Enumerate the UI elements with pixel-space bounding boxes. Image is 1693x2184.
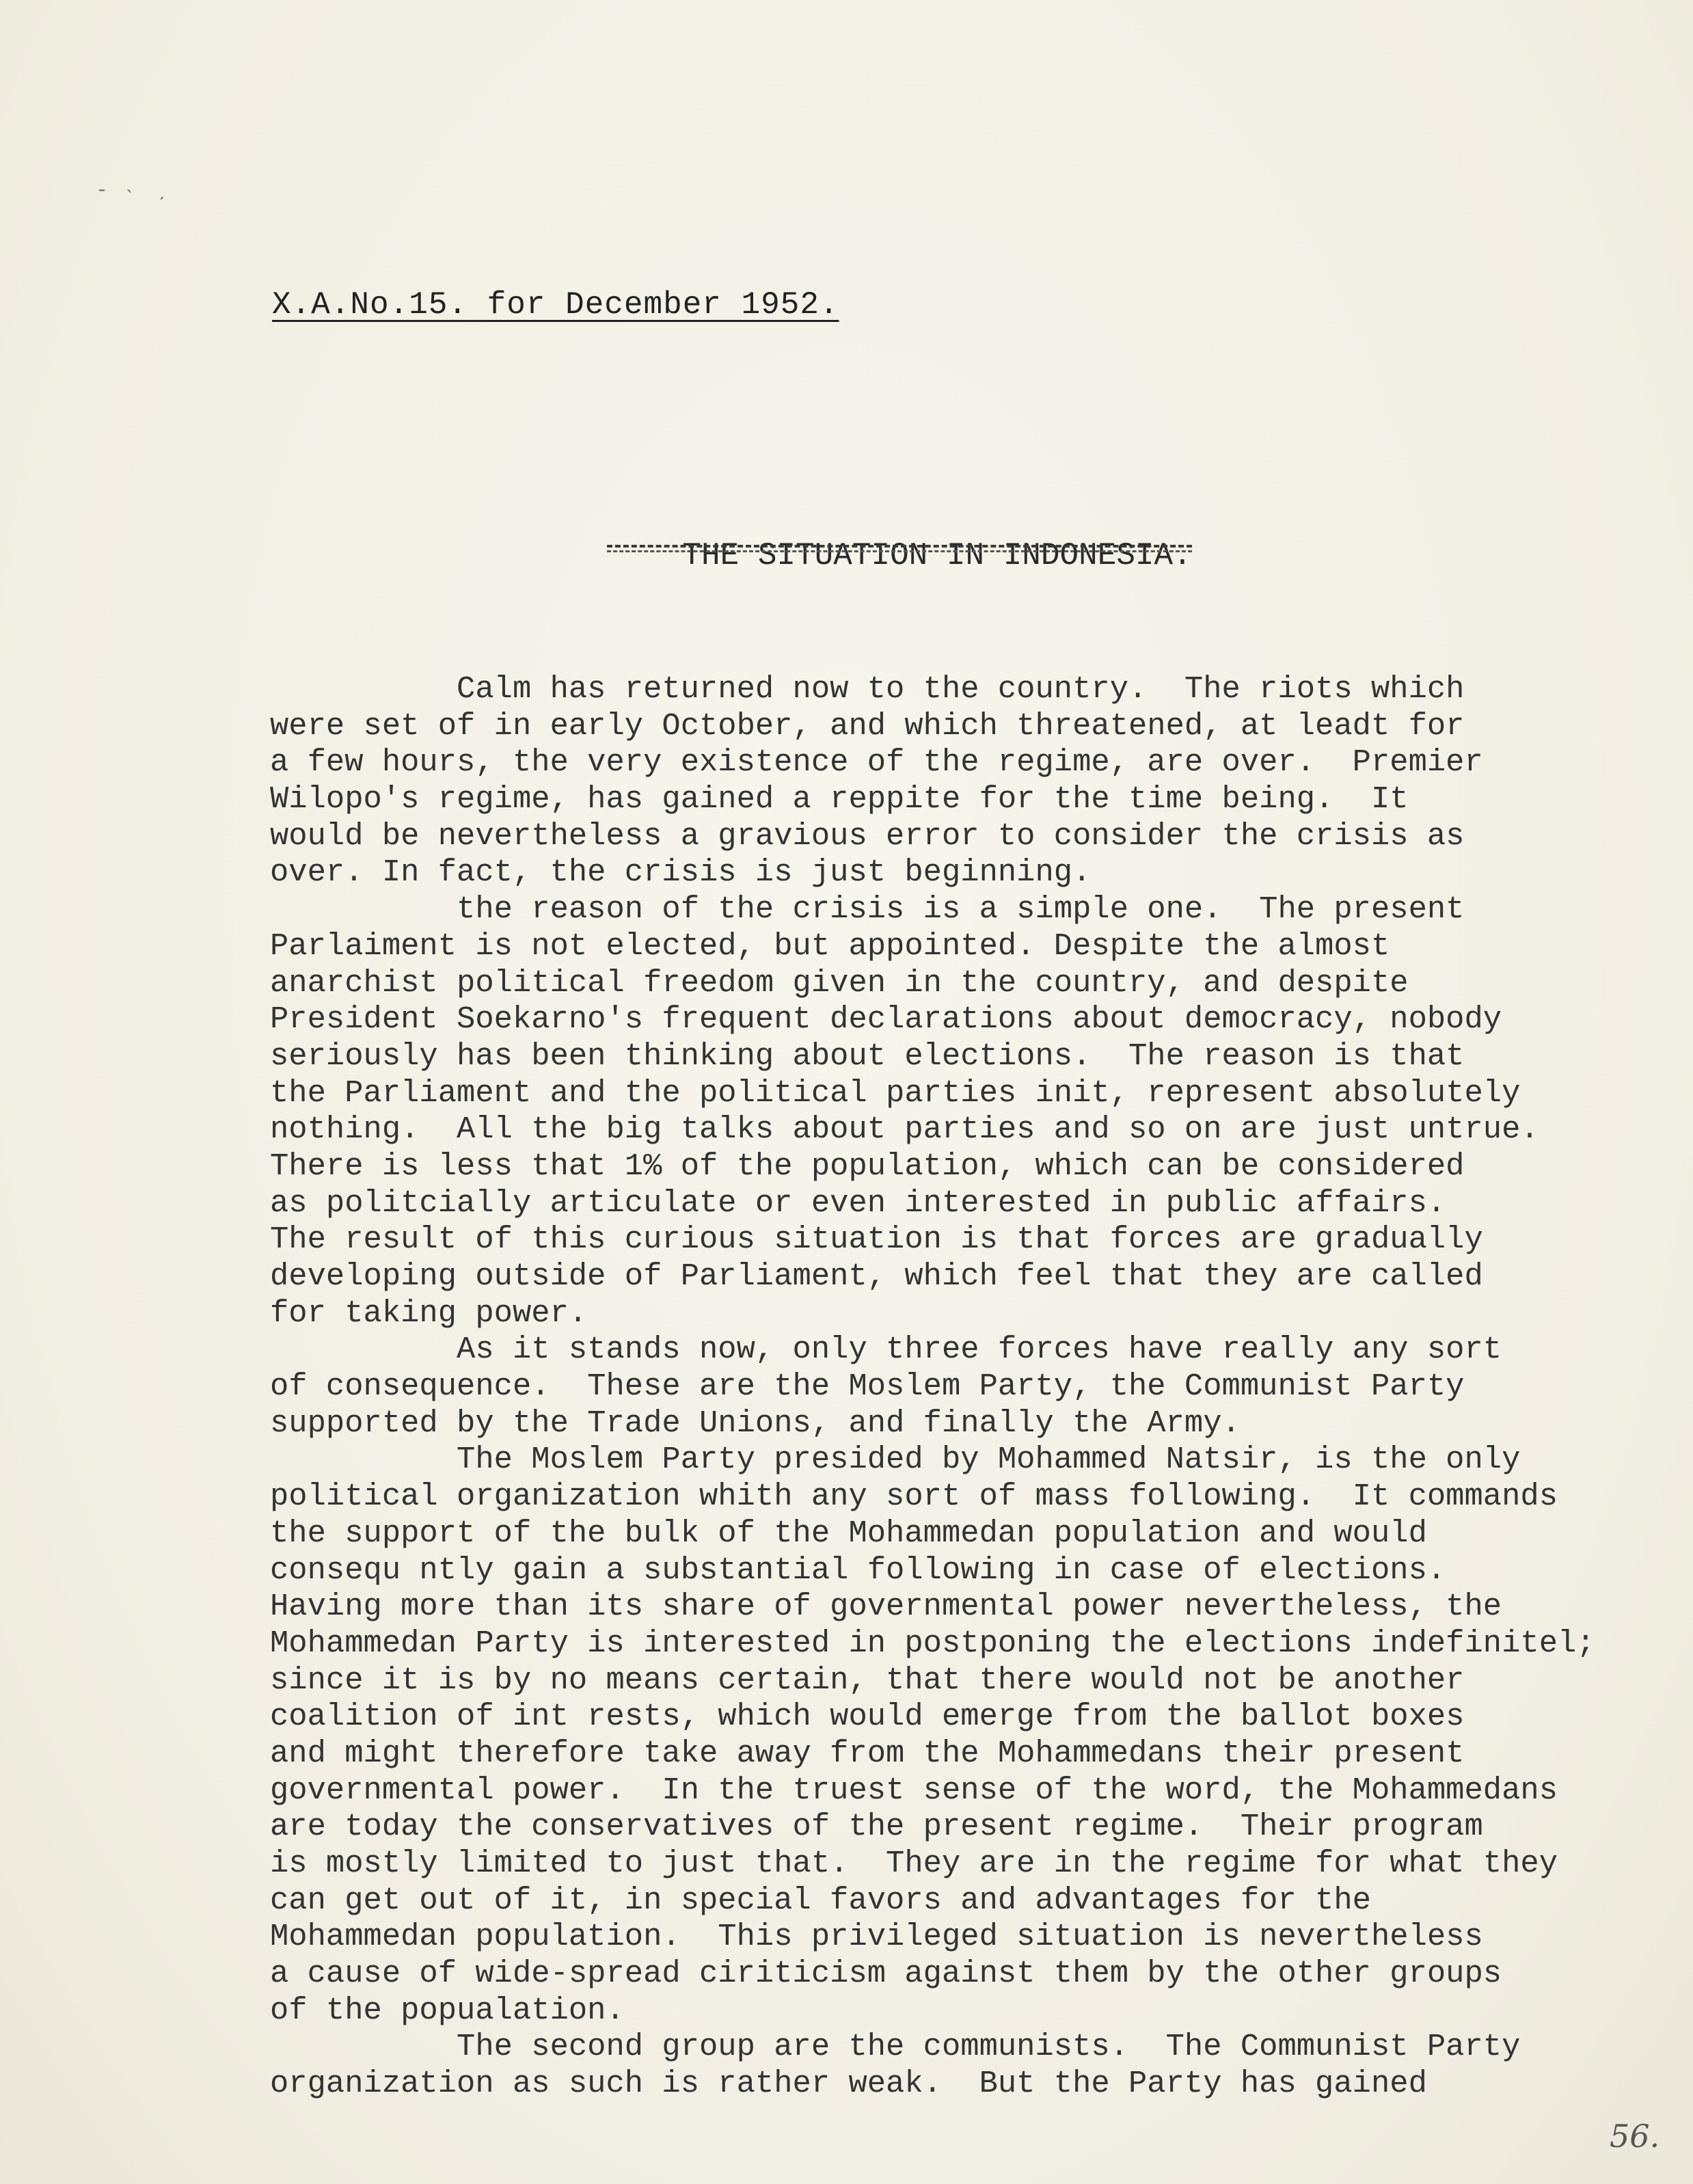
body-line: the support of the bulk of the Mohammedan population and would — [270, 1515, 1427, 1551]
body-line: Calm has returned now to the country. The riots which — [270, 671, 1465, 707]
body-line: consequ ntly gain a substantial following in case of elections. — [270, 1552, 1446, 1588]
body-line: seriously has been thinking about elections. The reason is that — [270, 1038, 1465, 1074]
body-line: as politcially articulate or even interested in public affairs. — [270, 1185, 1446, 1221]
body-line: anarchist political freedom given in the country, and despite — [270, 965, 1409, 1001]
body-line: can get out of it, in special favors and advantages for the — [270, 1882, 1371, 1918]
document-title — [607, 502, 1192, 680]
title-underline-second — [607, 550, 1192, 552]
body-line: Mohammedan Party is interested in postponing the elections indefinitel; — [270, 1625, 1595, 1661]
handwritten-page-number: 56. — [1610, 2118, 1660, 2155]
body-line: a few hours, the very existence of the regime, are over. Premier — [270, 744, 1483, 781]
body-line: the reason of the crisis is a simple one. The present — [270, 891, 1465, 928]
title-underline — [607, 545, 1192, 548]
body-line: The result of this curious situation is that forces are gradually — [270, 1222, 1483, 1258]
body-line: As it stands now, only three forces have really any sort — [270, 1332, 1502, 1368]
body-line: were set of in early October, and which threatened, at leadt for — [270, 707, 1465, 744]
body-line: The Moslem Party presided by Mohammed Natsir, is the only — [270, 1442, 1521, 1478]
body-line: are today the conservatives of the present regime. Their program — [270, 1809, 1483, 1845]
body-line: the Parliament and the political parties init, represent absolutely — [270, 1075, 1521, 1111]
body-line: would be nevertheless a gravious error to consider the crisis as — [270, 818, 1465, 854]
document-reference: X.A.No.15. for December 1952. — [272, 287, 839, 323]
body-line: of the popualation. — [270, 1992, 625, 2028]
body-line: governmental power. In the truest sense of the word, the Mohammedans — [270, 1772, 1558, 1808]
body-line: coalition of int rests, which would emerge from the ballot boxes — [270, 1699, 1465, 1735]
body-line: is mostly limited to just that. They are in the regime for what they — [270, 1846, 1558, 1881]
body-line: Parlaiment is not elected, but appointed. Despite the almost — [270, 928, 1390, 964]
body-line: and might therefore take away from the Mohammedans their present — [270, 1735, 1465, 1771]
body-line: Mohammedan population. This privileged situation is nevertheless — [270, 1919, 1483, 1955]
document-title-text: THE SITUATION IN INDONESIA. — [682, 538, 1192, 574]
body-line: of consequence. These are the Moslem Party, the Communist Party — [270, 1369, 1465, 1405]
body-line: The second group are the communists. The Communist Party — [270, 2029, 1521, 2065]
body-line: developing outside of Parliament, which feel that they are called — [270, 1258, 1483, 1294]
body-line: for taking power. — [270, 1295, 588, 1331]
body-line: President Soekarno's frequent declarations about democracy, nobody — [270, 1001, 1502, 1038]
body-line: since it is by no means certain, that there would not be another — [270, 1662, 1465, 1698]
stray-ink-mark: ‐ ˴ ˏ — [96, 179, 172, 202]
body-line: Wilopo's regime, has gained a reppite for the time being. It — [270, 781, 1409, 818]
body-line: nothing. All the big talks about parties and so on are just untrue. — [270, 1111, 1539, 1148]
body-line: supported by the Trade Unions, and finally the Army. — [270, 1405, 1241, 1441]
body-line: a cause of wide-spread ciriticism against them by the other groups — [270, 1956, 1502, 1992]
body-line: political organization whith any sort of mass following. It commands — [270, 1479, 1558, 1515]
body-line: over. In fact, the crisis is just beginning. — [270, 854, 1092, 891]
body-line: organization as such is rather weak. But the Party has gained — [270, 2066, 1427, 2102]
document-body — [270, 671, 1693, 2103]
body-line: There is less that 1% of the population, which can be considered — [270, 1148, 1465, 1184]
body-line: Having more than its share of governmental power nevertheless, the — [270, 1589, 1502, 1625]
